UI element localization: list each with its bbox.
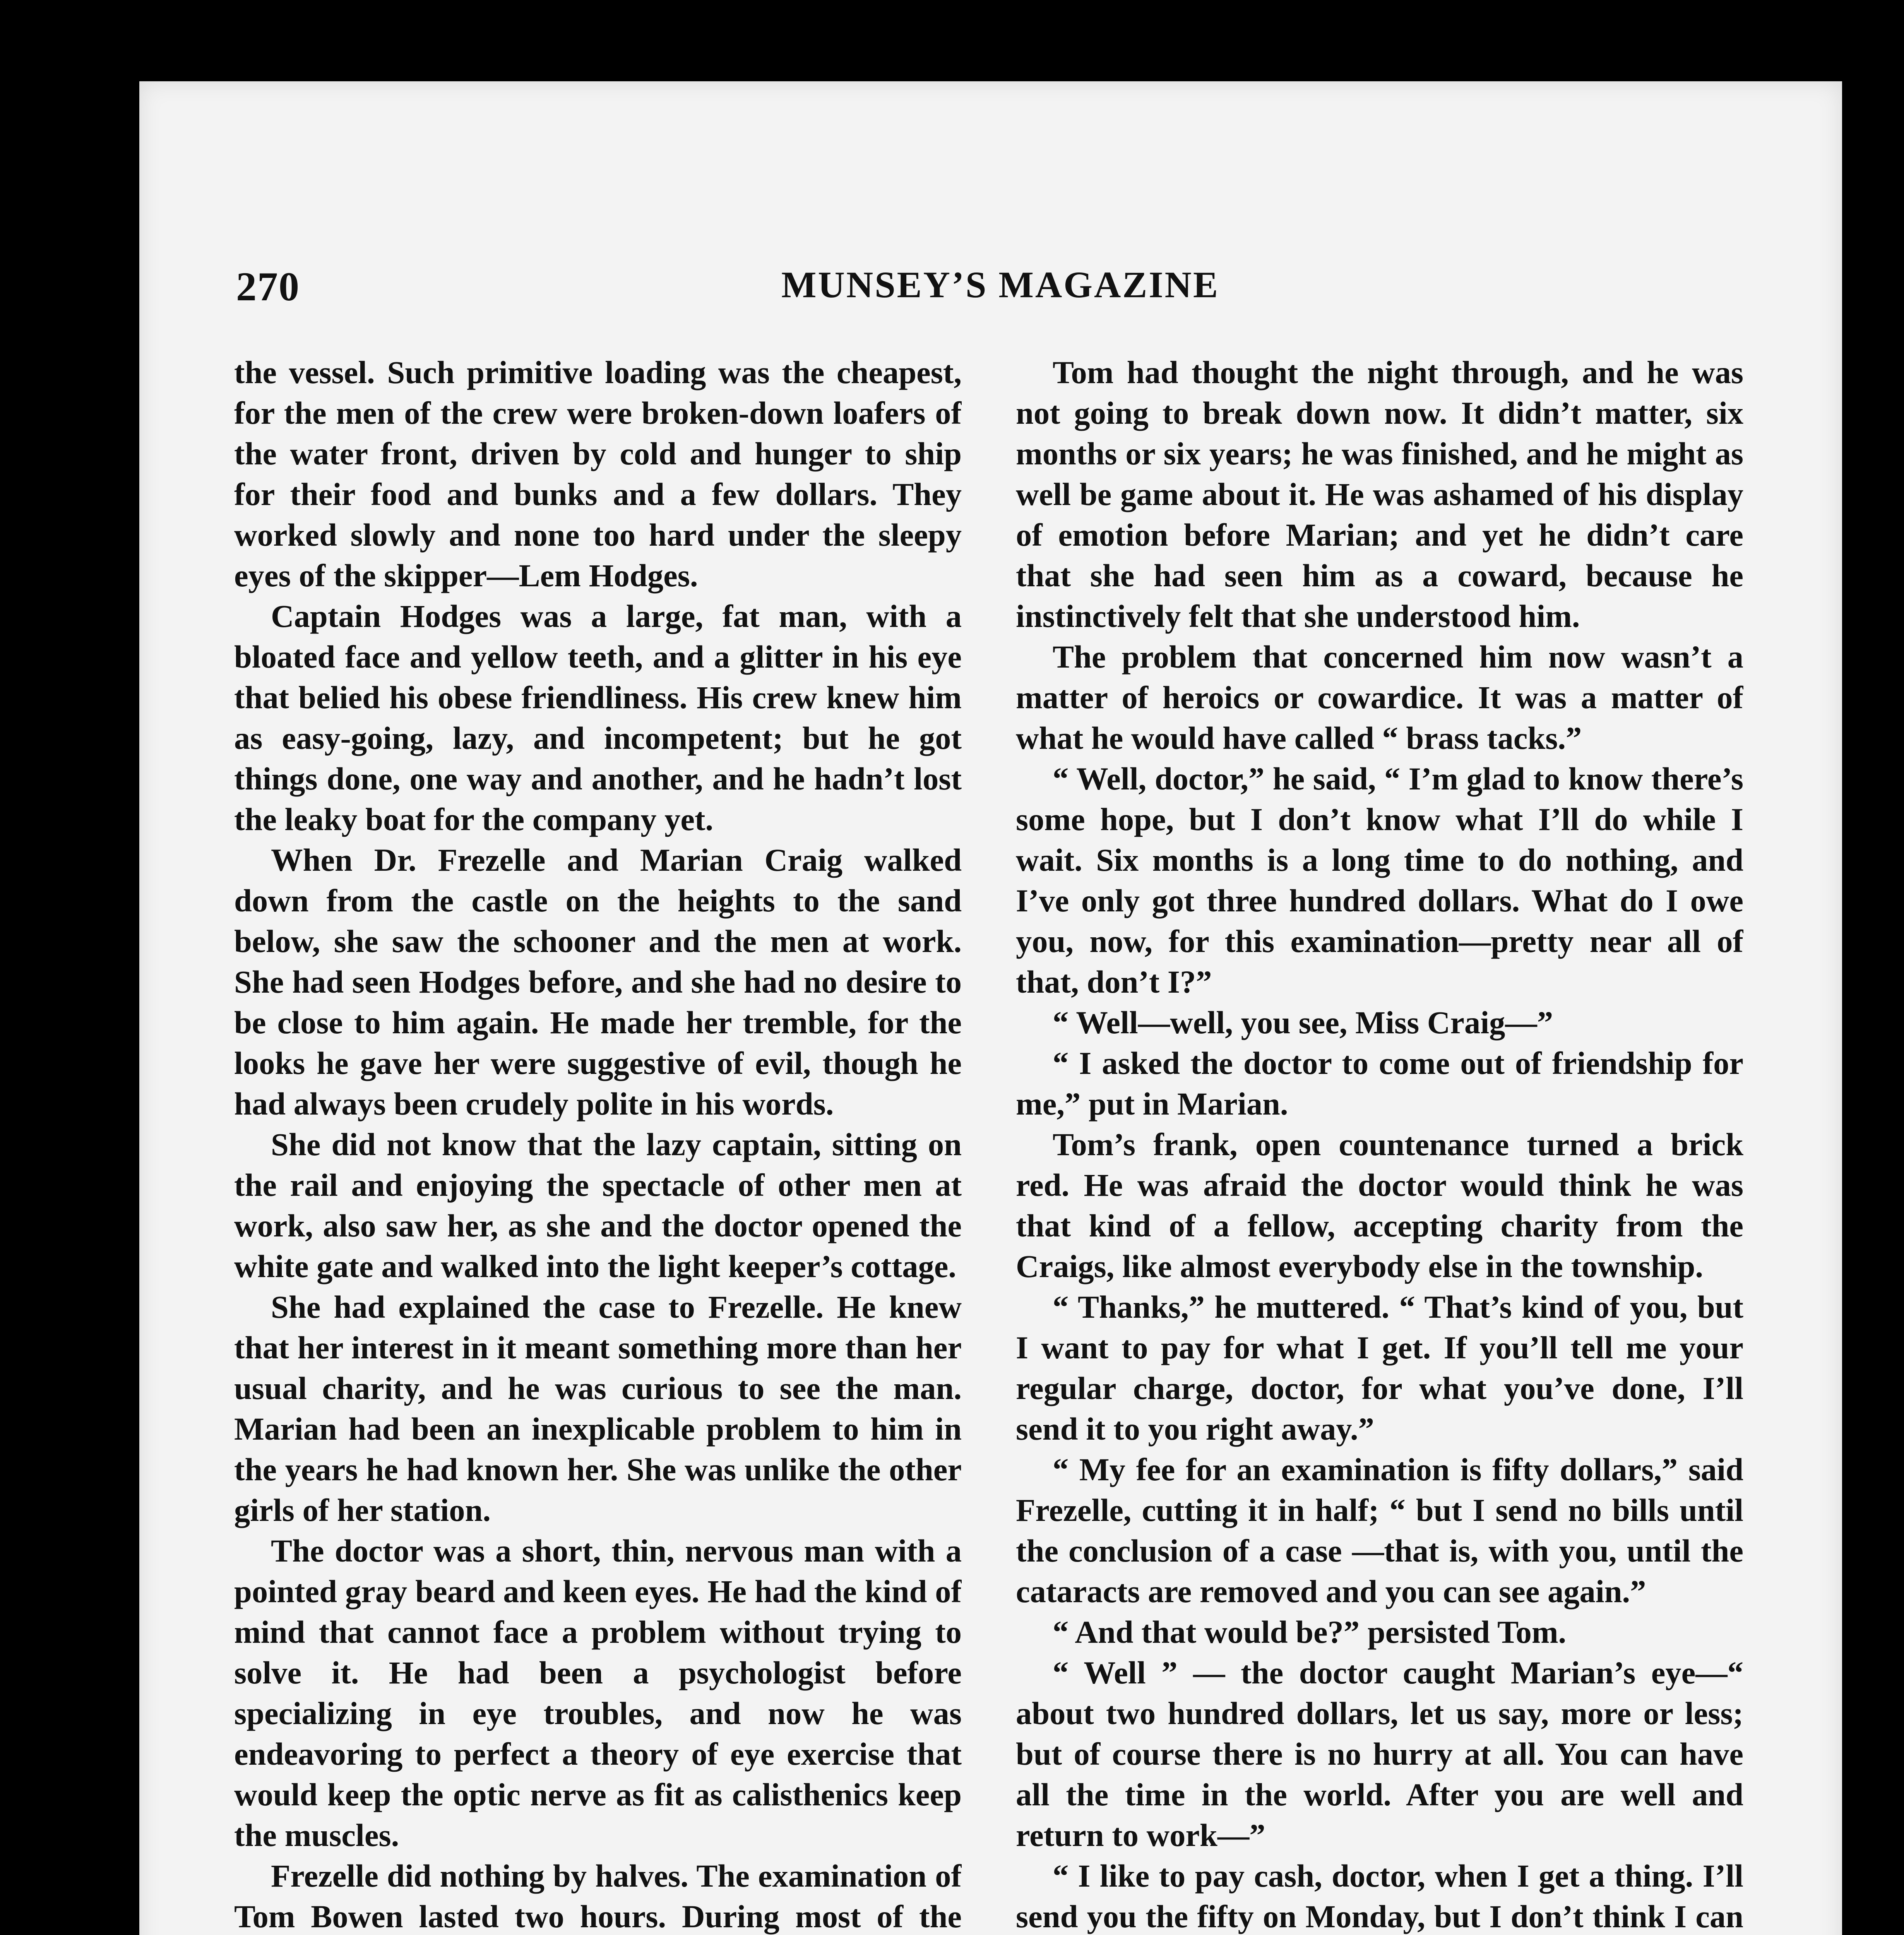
- paragraph: The doctor was a short, thin, nervous man with a pointed gray beard and keen eyes. He had the kind of mind that cannot face a problem without trying to solve it. He had been a psychologist before specializing in eye troubles, and now he was endeavoring to perfect a theory of eye exercise that would keep the optic nerve as fit as calisthenics keep the muscles.: [234, 1533, 962, 1853]
- paragraph: The problem that concerned him now wasn’t a matter of heroics or cowardice. It was a matter of what he would have called “ brass tacks.”: [1016, 639, 1743, 756]
- paragraph: “ Thanks,” he muttered. “ That’s kind of you, but I want to pay for what I get. If you’ll tell me your regular charge, doctor, for what you’ve done, I’ll send it to you right away.”: [1016, 1289, 1743, 1447]
- paragraph: “ I asked the doctor to come out of friendship for me,” put in Marian.: [1016, 1045, 1743, 1122]
- text-column-right: [1016, 352, 1743, 1935]
- paragraph: “ And that would be?” persisted Tom.: [1053, 1614, 1567, 1650]
- page-content: [139, 81, 1842, 1935]
- page-number: 270: [236, 264, 300, 309]
- paragraph: Frezelle did nothing by halves. The examination of Tom Bowen lasted two hours. During most of the: [234, 1858, 962, 1934]
- paragraph: “ I like to pay cash, doctor, when I get a thing. I’ll send you the fifty on Monday, but I don’t think I can: [1016, 1858, 1743, 1934]
- paragraph: “ My fee for an examination is fifty dollars,” said Frezelle, cutting it in half; “ but I send no bills until the conclusion of a case —that is, with you, until the cataracts are removed and you can see again.”: [1016, 1452, 1743, 1609]
- running-title: MUNSEY’S MAGAZINE: [781, 264, 1220, 305]
- paragraph: Tom’s frank, open countenance turned a brick red. He was afraid the doctor would think he was that kind of a fellow, accepting charity from the Craigs, like almost everybody else in the township.: [1016, 1127, 1743, 1284]
- paragraph: “ Well—well, you see, Miss Craig—”: [1053, 1005, 1553, 1040]
- page-header: [236, 263, 1765, 321]
- paragraph: “ Well, doctor,” he said, “ I’m glad to know there’s some hope, but I don’t know what I’ll do while I wait. Six months is a long time to do nothing, and I’ve only got three hundred dollars. What do I owe you, now, for this examination—pretty near all of that, don’t I?”: [1016, 761, 1743, 1000]
- paragraph: When Dr. Frezelle and Marian Craig walked down from the castle on the heights to the sand below, she saw the schooner and the men at work. She had seen Hodges before, and she had no desire to be close to him again. He made her tremble, for the looks he gave her were suggestive of evil, though he had always been crudely polite in his words.: [234, 842, 962, 1122]
- paragraph: She had explained the case to Frezelle. He knew that her interest in it meant something more than her usual charity, and he was curious to see the man. Marian had been an inexplicable problem to him in the years he had known her. She was unlike the other girls of her station.: [234, 1289, 962, 1528]
- paragraph: “ Well ” — the doctor caught Marian’s eye—“ about two hundred dollars, let us say, more or less; but of course there is no hurry at all. You can have all the time in the world. After you are well and return to work—”: [1016, 1655, 1743, 1853]
- paragraph: the vessel. Such primitive loading was the cheapest, for the men of the crew were broken-down loafers of the water front, driven by cold and hunger to ship for their food and bunks and a few dollars. They worked slowly and none too hard under the sleepy eyes of the skipper—Lem Hodges.: [234, 354, 962, 593]
- text-column-left: [234, 352, 962, 1935]
- paragraph: She did not know that the lazy captain, sitting on the rail and enjoying the spectacle of other men at work, also saw her, as she and the doctor opened the white gate and walked into the light keeper’s cottage.: [234, 1127, 962, 1284]
- paragraph: Tom had thought the night through, and he was not going to break down now. It didn’t matter, six months or six years; he was finished, and he might as well be game about it. He was ashamed of his display of emotion before Marian; and yet he didn’t care that she had seen him as a coward, because he instinctively felt that she understood him.: [1016, 354, 1743, 634]
- magazine-page: [139, 81, 1842, 1935]
- paragraph: Captain Hodges was a large, fat man, with a bloated face and yellow teeth, and a glitter in his eye that belied his obese friendliness. His crew knew him as easy-going, lazy, and incompetent; but he got things done, one way and another, and he hadn’t lost the leaky boat for the company yet.: [234, 598, 962, 837]
